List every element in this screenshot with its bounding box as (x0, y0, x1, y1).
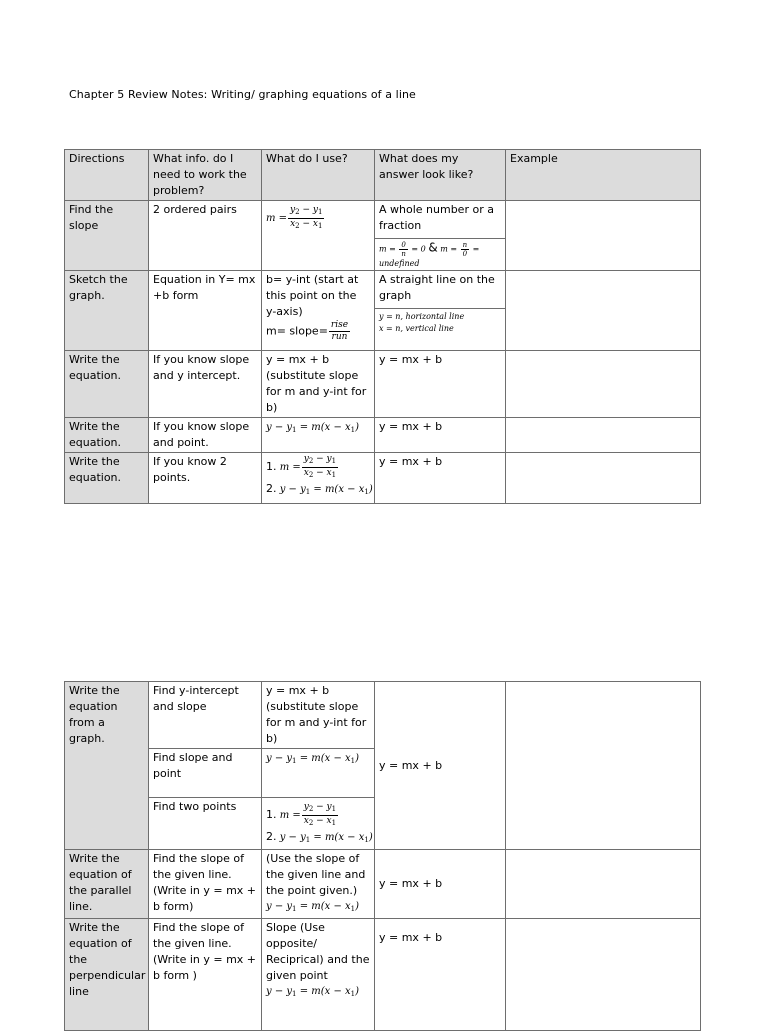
info-cell: Find y-intercept and slope (149, 682, 262, 749)
direction-cell: Find the slope (65, 201, 149, 271)
table-row (65, 418, 701, 453)
answer-text: A straight line on the graph (379, 273, 495, 302)
review-table-1 (64, 149, 701, 504)
answer-cell: y = mx + b (375, 453, 506, 504)
example-cell (506, 850, 701, 919)
header-info: What info. do I need to work the problem? (149, 150, 262, 201)
slope-formula: m = $\frac{y_2 - y_1}{x_2 - x_1}$ (266, 205, 323, 230)
answer-text: A whole number or a fraction (379, 203, 494, 232)
table-header-row (65, 150, 701, 201)
run-label: run (331, 332, 348, 342)
point-slope-formula: $y - y_1 = m(x - x_1)$ (266, 901, 360, 913)
use-cell (262, 271, 375, 351)
use-text: Slope (Use opposite/ Reciprical) and the given point (266, 921, 370, 982)
table-row (65, 850, 701, 919)
example-cell (506, 351, 701, 418)
review-table-2 (64, 681, 701, 1031)
answer-cell: y = mx + b (375, 351, 506, 418)
slope-rise-run (266, 320, 370, 343)
step-1: 1. m = $\frac{y_2 - y_1}{x_2 - x_1}$ (266, 454, 337, 479)
point-slope-formula: $y - y_1 = m(x - x_1)$ (266, 422, 360, 434)
table-row (65, 271, 701, 351)
example-cell (506, 453, 701, 504)
direction-cell: Write the equation. (65, 418, 149, 453)
answer-cell: y = mx + b (375, 682, 506, 850)
special-lines (375, 308, 505, 335)
page-title: Chapter 5 Review Notes: Writing/ graphing equations of a line (69, 88, 416, 101)
vertical-line-note: x = n, vertical line (379, 324, 454, 333)
use-text: b= y-int (start at this point on the y-axis) (266, 273, 359, 318)
point-slope-formula: $y - y_1 = m(x - x_1)$ (266, 753, 360, 765)
info-cell: Equation in Y= mx +b form (149, 271, 262, 351)
example-cell (506, 418, 701, 453)
rise-label: rise (330, 320, 349, 330)
use-cell (262, 749, 375, 798)
answer-cell: y = mx + b (375, 850, 506, 919)
header-use: What do I use? (262, 150, 375, 201)
header-example: Example (506, 150, 701, 201)
use-cell (262, 201, 375, 271)
direction-cell: Sketch the graph. (65, 271, 149, 351)
direction-cell: Write the equation of the perpendicular line (65, 919, 149, 1031)
slope-label: m= slope= (266, 324, 328, 338)
answer-cell (375, 271, 506, 351)
info-cell: 2 ordered pairs (149, 201, 262, 271)
table-row (65, 453, 701, 504)
answer-cell (375, 919, 506, 1031)
use-cell (262, 850, 375, 919)
direction-cell: Write the equation. (65, 453, 149, 504)
undefined-label: = undefined (379, 244, 480, 268)
use-cell (262, 919, 375, 1031)
table-row (65, 682, 701, 749)
info-cell: If you know slope and point. (149, 418, 262, 453)
use-cell (262, 453, 375, 504)
table-row (65, 351, 701, 418)
direction-cell: Write the equation of the parallel line. (65, 850, 149, 919)
use-text: (Use the slope of the given line and the point given.) (266, 852, 366, 897)
info-cell: Find two points (149, 798, 262, 850)
header-answer: What does my answer look like? (375, 150, 506, 201)
info-cell: Find the slope of the given line. (Write in y = mx + b form ) (149, 919, 262, 1031)
step-2: 2. $y - y_1 = m(x - x_1)$ (266, 830, 373, 844)
zero-undefined-formula: m = $\frac{0}{n}$ = 0 & m = $\frac{n}{0}$ = undefined (375, 238, 505, 270)
example-cell (506, 919, 701, 1031)
use-cell (262, 798, 375, 850)
example-cell (506, 201, 701, 271)
horizontal-line-note: y = n, horizontal line (379, 312, 465, 321)
answer-text: y = mx + b (379, 931, 443, 944)
answer-cell: y = mx + b (375, 418, 506, 453)
direction-cell: Write the equation from a graph. (65, 682, 149, 850)
step-2: 2. $y - y_1 = m(x - x_1)$ (266, 482, 373, 496)
use-cell: y = mx + b (substitute slope for m and y-int for b) (262, 351, 375, 418)
table-row (65, 919, 701, 1031)
header-directions: Directions (65, 150, 149, 201)
example-cell (506, 271, 701, 351)
ampersand: & (428, 240, 438, 255)
use-cell: y = mx + b (substitute slope for m and y-int for b) (262, 682, 375, 749)
info-cell: If you know slope and y intercept. (149, 351, 262, 418)
point-slope-formula: $y - y_1 = m(x - x_1)$ (266, 986, 360, 998)
step-1: 1. m = $\frac{y_2 - y_1}{x_2 - x_1}$ (266, 802, 337, 827)
use-cell (262, 418, 375, 453)
table-row (65, 201, 701, 271)
info-cell: If you know 2 points. (149, 453, 262, 504)
direction-cell: Write the equation. (65, 351, 149, 418)
example-cell (506, 682, 701, 850)
answer-cell (375, 201, 506, 271)
info-cell: Find slope and point (149, 749, 262, 798)
info-cell: Find the slope of the given line. (Write in y = mx + b form) (149, 850, 262, 919)
